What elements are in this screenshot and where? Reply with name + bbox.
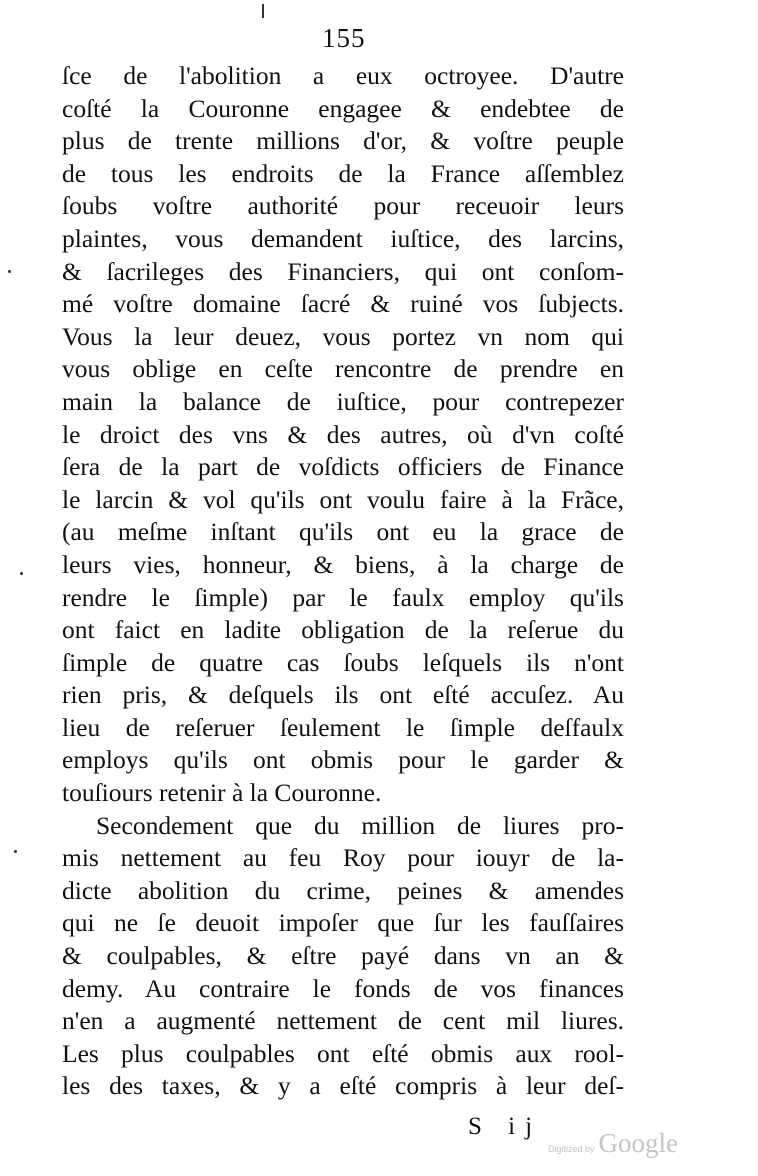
text-line: main la balance de iuſtice, pour contrepezer (62, 386, 624, 416)
google-watermark (548, 1128, 678, 1164)
watermark-prefix: Digitized by (548, 1144, 595, 1154)
body-text (62, 60, 624, 1103)
signature-mark: S ij (468, 1113, 543, 1140)
text-line: rendre le ſimple) par le faulx employ qu'ils (62, 582, 624, 612)
text-line: Les plus coulpables ont eſté obmis aux rool- (62, 1038, 624, 1068)
text-line: le droict des vns & des autres, où d'vn coſté (62, 419, 624, 449)
text-line: mis nettement au feu Roy pour iouyr de la- (62, 843, 624, 873)
text-line: plus de trente millions d'or, & voſtre peuple (62, 126, 624, 156)
text-line: ſimple de quatre cas ſoubs leſquels ils n'ont (62, 647, 624, 677)
text-line: Vous la leur deuez, vous portez vn nom qui (62, 321, 624, 351)
text-line: (au meſme inſtant qu'ils ont eu la grace de (62, 517, 624, 547)
text-line: demy. Au contraire le fonds de vos finances (62, 973, 624, 1003)
text-line: ont faict en ladite obligation de la reſerue du (62, 615, 624, 645)
watermark-brand: Google (598, 1128, 679, 1158)
text-line: coſté la Couronne engagee & endebtee de (62, 93, 624, 123)
text-line: qui ne ſe deuoit impoſer que ſur les fauſſaires (62, 908, 624, 938)
text-line: plaintes, vous demandent iuſtice, des larcins, (62, 223, 624, 253)
text-line: leurs vies, honneur, & biens, à la charge de (62, 549, 624, 579)
text-line: de tous les endroits de la France aſſemblez (62, 158, 624, 188)
scan-speck (20, 572, 23, 575)
text-line: Secondement que du million de liures pro- (96, 810, 624, 840)
text-line: n'en a augmenté nettement de cent mil liures. (62, 1006, 624, 1036)
text-line: & ſacrileges des Financiers, qui ont conſom- (62, 256, 624, 286)
text-line: touſiours retenir à la Couronne. (62, 778, 382, 808)
text-line: dicte abolition du crime, peines & amendes (62, 875, 624, 905)
scan-speck (8, 270, 11, 273)
text-line: ſoubs voſtre authorité pour receuoir leurs (62, 191, 624, 221)
text-line: mé voſtre domaine ſacré & ruiné vos ſubjects. (62, 289, 624, 319)
text-line: ſce de l'abolition a eux octroyee. D'autre (62, 61, 624, 90)
text-line: vous oblige en ceſte rencontre de prendre en (62, 354, 624, 384)
text-line: le larcin & vol qu'ils ont voulu faire à la Frãce, (62, 484, 624, 514)
text-line: les des taxes, & y a eſté compris à leur deſ- (62, 1071, 624, 1101)
text-line: & coulpables, & eſtre payé dans vn an & (62, 941, 624, 971)
page-number: 155 (322, 23, 366, 53)
text-line: employs qu'ils ont obmis pour le garder & (62, 745, 624, 775)
text-line: ſera de la part de voſdicts officiers de Finance (62, 452, 624, 482)
scan-speck (262, 4, 264, 18)
text-line: rien pris, & deſquels ils ont eſté accuſez. Au (62, 680, 624, 710)
text-line: lieu de reſeruer ſeulement le ſimple deſfaulx (62, 712, 624, 742)
scan-speck (14, 850, 17, 853)
